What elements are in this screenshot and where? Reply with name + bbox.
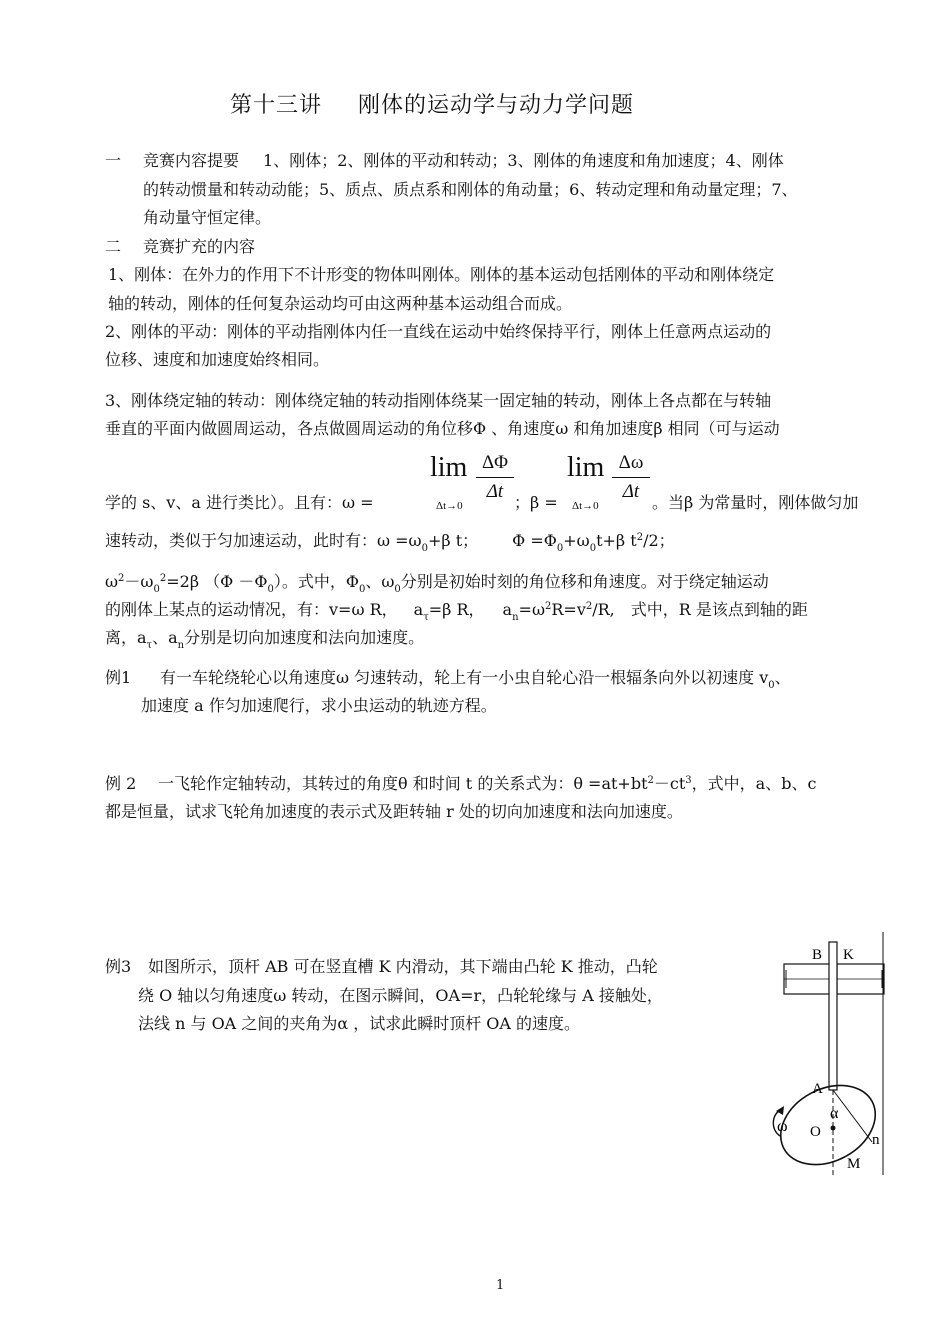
item3-line3-c: 。当β 为常量时，刚体做匀加 [652,493,859,512]
formula2-denominator: Δt [622,481,640,502]
formula2-numerator: Δω [618,452,644,473]
section2-label: 竞赛扩充的内容 [143,237,256,256]
item3-line7: 离，$a_\tau$、$a_n$分别是切向加速度和法向加速度。 [105,628,425,651]
cam-diagram [750,930,900,1180]
item2-line1: 2、刚体的平动：刚体的平动指刚体内任一直线在运动中始终保持平行，刚体上任意两点运动的 [105,322,772,341]
example1-marker: 例1 [105,668,132,687]
item3-line3-a: 学的 s、v、a 进行类比）。且有：ω = [105,493,374,512]
push-rod [829,942,837,1090]
formula2-fraction-bar [612,477,650,478]
label-k: K [843,947,854,963]
page-number: 1 [496,1278,505,1293]
formula1-numerator: ΔΦ [481,452,509,473]
formula1-denominator: Δt [486,481,504,502]
axis-point-o [831,1126,836,1131]
item3-line4: 速转动，类似于匀加速运动，此时有：$\omega =\omega_0+\beta$ t； $\Phi =\Phi_0+\omega_0t+\beta$ $t^2/2$； [105,531,675,554]
example1-line2: 加速度 a 作匀加速爬行，求小虫运动的轨迹方程。 [141,696,497,715]
formula1-fraction-bar [476,477,514,478]
item3-line1: 3、刚体绕定轴的转动：刚体绕定轴的转动指刚体绕某一固定轴的转动，刚体上各点都在与转轴 [105,391,772,410]
formula1-lim: lim [430,452,468,483]
lecture-number: 第十三讲 [230,93,323,118]
section1-line1 [143,150,784,172]
example3-line1: 如图所示，顶杆 AB 可在竖直槽 K 内滑动，其下端由凸轮 K 推动，凸轮 [148,957,658,976]
item3-line5: $\omega^2-\omega_0^2=2\beta$ $(\Phi -\Phi_0)$。式中，$\Phi_0$、$\omega_0$分别是初始时刻的角位移和角速度。对于绕定轴运动 [105,572,769,595]
item2-line2: 位移、速度和加速度始终相同。 [105,350,330,369]
section2-marker: 二 [105,237,122,256]
example3-line3: 法线 n 与 OA 之间的夹角为α ，试求此瞬时顶杆 OA 的速度。 [138,1014,581,1033]
item3-line6: 的刚体上某点的运动情况，有：v=ω R， $a_\tau=\beta$ R， $a_n=\omega^2R=v^2/R$, 式中，R 是该点到轴的距 [105,600,808,623]
label-omega: ω [777,1118,788,1135]
rotation-arrow-head [776,1106,784,1115]
section1-text-line3: 角动量守恒定律。 [143,208,272,227]
lecture-topic: 刚体的运动学与动力学问题 [358,93,635,118]
label-n: n [872,1132,880,1148]
item3-line3-b: ；β = [514,493,558,512]
page-title [230,88,634,119]
example2-marker: 例 2 [105,774,137,793]
section1-text-line2: 的转动惯量和转动动能；5、质点、质点系和刚体的角动量；6、转动定理和角动量定理；7、 [143,180,798,199]
label-a: A [812,1081,823,1097]
example1-line1: 有一车轮绕轮心以角速度ω 匀速转动，轮上有一小虫自轮心沿一根辐条向外以初速度 $v_0$、 [160,668,791,691]
item1-line2: 轴的转动，刚体的任何复杂运动均可由这两种基本运动组合而成。 [108,294,573,313]
label-m: M [847,1156,861,1172]
item3-line2: 垂直的平面内做圆周运动，各点做圆周运动的角位移Φ 、角速度ω 和角加速度β 相同（可与运动 [105,419,780,438]
label-alpha: α [830,1105,839,1122]
section1-text-line1: 1、刚体；2、刚体的平动和转动；3、刚体的角速度和角加速度；4、刚体 [263,151,784,170]
example2-line1: 一飞轮作定轴转动，其转过的角度θ 和时间 t 的关系式为：$\theta =at+bt^2-ct^3$，式中，a、b、c [158,774,817,793]
formula2-limit: Δt→0 [572,500,599,512]
section1-label: 竞赛内容提要 [143,151,240,170]
normal-line [833,1090,872,1142]
item1-line1: 1、刚体：在外力的作用下不计形变的物体叫刚体。刚体的基本运动包括刚体的平动和刚体绕定 [108,265,775,284]
example3-line2: 绕 O 轴以匀角速度ω 转动，在图示瞬间，OA=r，凸轮轮缘与 A 接触处， [138,986,663,1005]
formula2-lim: lim [567,452,605,483]
section1-marker: 一 [105,151,122,170]
label-b: B [812,947,823,963]
example3-marker: 例3 [105,957,132,976]
example2-line2: 都是恒量，试求飞轮角加速度的表示式及距转轴 r 处的切向加速度和法向加速度。 [105,802,683,821]
label-o: O [810,1124,821,1140]
formula1-limit: Δt→0 [436,500,463,512]
